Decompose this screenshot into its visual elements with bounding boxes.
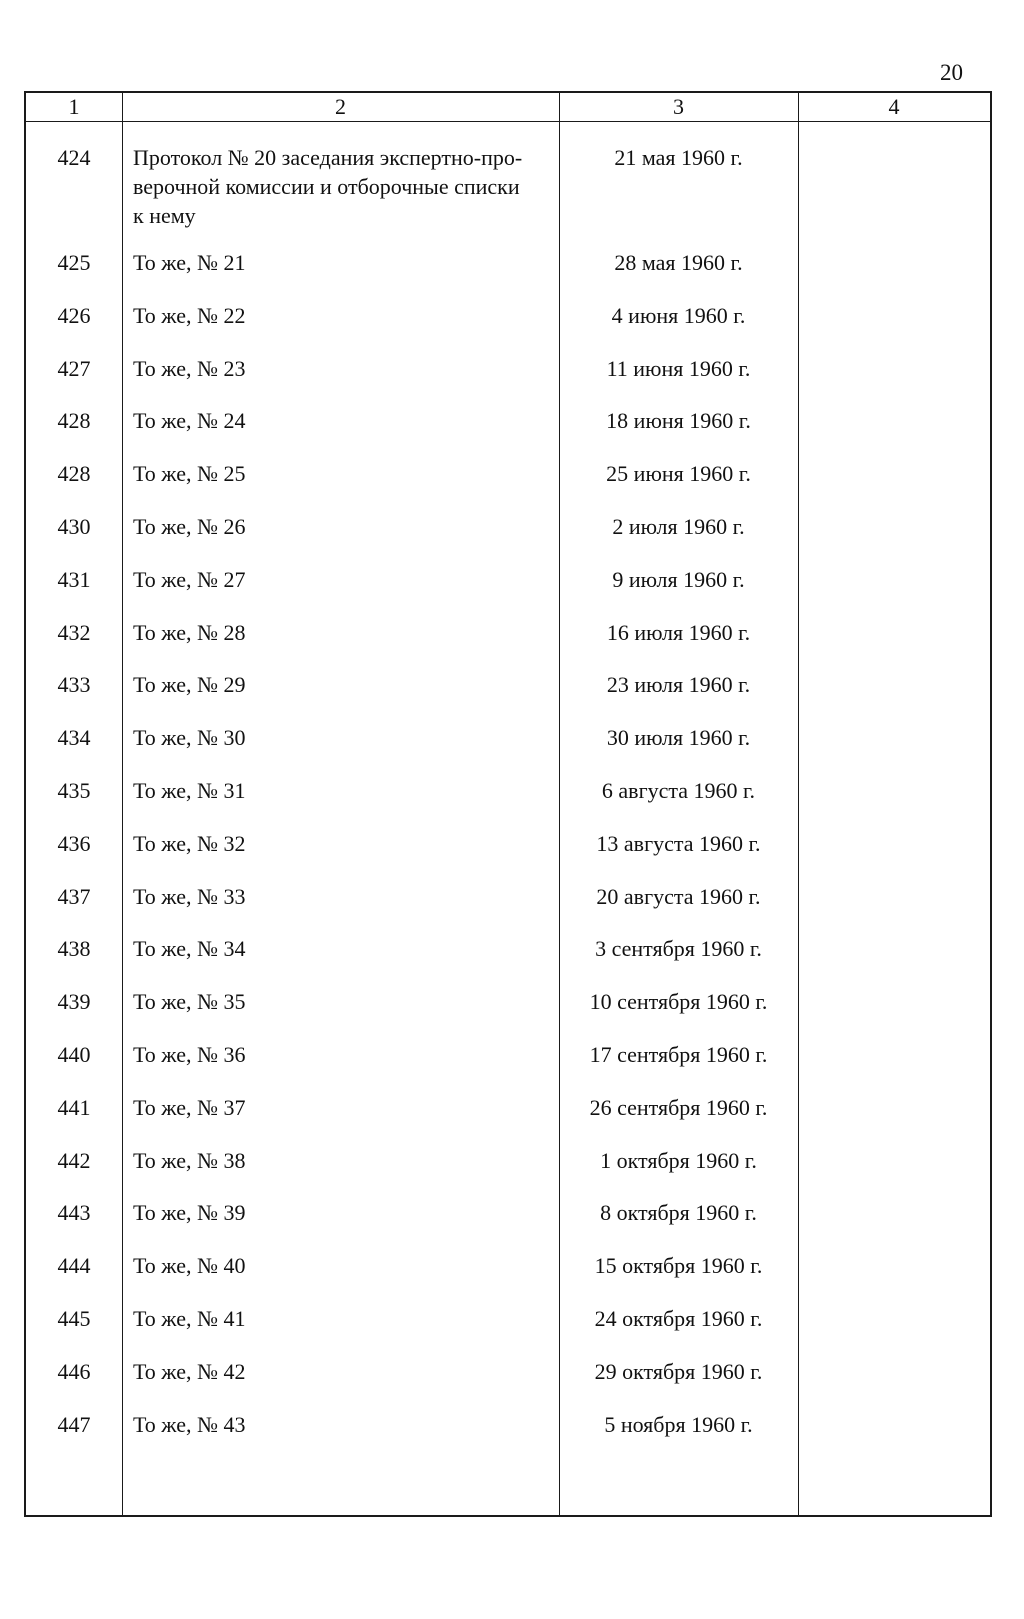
row-number: 430 [57, 514, 91, 539]
row-date: 9 июля 1960 г. [612, 566, 745, 592]
row-description-line: Протокол № 20 заседания экспертно-про- [133, 145, 523, 170]
column-divider [798, 93, 799, 1515]
header-col-1: 1 [68, 94, 80, 119]
row-description: То же, № 32 [133, 830, 246, 856]
row-date: 1 октября 1960 г. [600, 1147, 757, 1173]
row-description: То же, № 22 [133, 302, 246, 328]
row-description: То же, № 35 [133, 989, 246, 1015]
row-number: 442 [57, 1147, 91, 1173]
table-header [26, 93, 990, 122]
row-number: 431 [57, 566, 91, 592]
row-description: То же, № 43 [133, 1411, 246, 1437]
column-divider [122, 93, 123, 1515]
row-date: 30 июля 1960 г. [606, 725, 751, 751]
row-description: То же, № 27 [133, 566, 246, 592]
header-col-2: 2 [335, 94, 346, 119]
row-description: То же, № 41 [133, 1306, 246, 1331]
row-date: 16 июля 1960 г. [606, 619, 751, 645]
row-date: 17 сентября 1960 г. [589, 1042, 768, 1067]
row-description: То же, № 37 [133, 1094, 246, 1120]
row-date: 20 августа 1960 г. [596, 883, 761, 909]
row-date: 24 октября 1960 г. [594, 1306, 763, 1331]
row-description: То же, № 39 [133, 1200, 246, 1226]
row-number: 428 [57, 408, 91, 434]
row-date: 8 октября 1960 г. [600, 1200, 757, 1226]
row-number: 444 [57, 1253, 91, 1279]
row-date: 25 июня 1960 г. [606, 461, 751, 487]
row-number: 446 [57, 1358, 91, 1384]
row-date: 4 июня 1960 г. [611, 302, 746, 328]
row-description: То же, № 23 [133, 355, 246, 381]
row-date: 21 мая 1960 г. [614, 145, 743, 170]
row-description [133, 143, 571, 230]
row-number: 433 [57, 672, 91, 698]
row-date: 13 августа 1960 г. [596, 830, 761, 856]
row-number: 438 [57, 936, 91, 962]
row-date: 6 августа 1960 г. [601, 778, 756, 803]
row-date: 29 октября 1960 г. [594, 1358, 763, 1384]
header-col-4: 4 [888, 94, 900, 119]
row-description: То же, № 25 [133, 461, 246, 487]
row-number: 445 [57, 1306, 91, 1331]
row-number: 425 [57, 250, 91, 275]
row-description: То же, № 28 [133, 619, 246, 645]
row-date: 23 июля 1960 г. [606, 672, 751, 698]
row-description: То же, № 38 [133, 1147, 246, 1173]
row-number: 443 [57, 1200, 91, 1226]
row-number: 436 [57, 830, 91, 856]
row-number: 432 [57, 619, 91, 645]
row-date: 11 июня 1960 г. [606, 355, 751, 381]
row-date: 2 июля 1960 г. [612, 514, 745, 539]
row-description: То же, № 26 [133, 514, 246, 539]
row-number: 440 [57, 1042, 91, 1067]
row-description: То же, № 34 [133, 936, 246, 962]
row-date: 28 мая 1960 г. [614, 250, 743, 275]
row-date: 15 октября 1960 г. [594, 1253, 763, 1279]
row-description: То же, № 42 [133, 1358, 246, 1384]
row-number: 424 [57, 145, 91, 170]
row-number: 447 [57, 1411, 91, 1437]
row-number: 434 [57, 725, 91, 751]
row-number: 441 [57, 1094, 91, 1120]
page-number: 20 [940, 60, 963, 85]
row-description: То же, № 33 [133, 883, 246, 909]
row-date: 10 сентября 1960 г. [589, 989, 768, 1015]
row-number: 439 [57, 989, 91, 1015]
row-description: То же, № 29 [133, 672, 246, 698]
row-description: То же, № 21 [133, 250, 246, 275]
inventory-table [24, 91, 992, 1517]
row-number: 428 [57, 461, 91, 487]
row-number: 426 [57, 302, 91, 328]
row-description: То же, № 30 [133, 725, 246, 751]
row-number: 437 [57, 883, 91, 909]
header-col-3: 3 [673, 94, 684, 119]
row-number: 435 [57, 778, 91, 803]
row-date: 3 сентября 1960 г. [595, 936, 762, 962]
row-date: 5 ноября 1960 г. [604, 1411, 753, 1437]
row-description: То же, № 31 [133, 778, 246, 803]
row-description-line: к нему [133, 203, 196, 228]
row-description: То же, № 40 [133, 1253, 246, 1279]
row-date: 18 июня 1960 г. [606, 408, 751, 434]
row-description: То же, № 24 [133, 408, 246, 434]
row-date: 26 сентября 1960 г. [589, 1094, 768, 1120]
row-description: То же, № 36 [133, 1042, 246, 1067]
row-description-line: верочной комиссии и отборочные списки [133, 174, 520, 199]
row-number: 427 [57, 355, 91, 381]
